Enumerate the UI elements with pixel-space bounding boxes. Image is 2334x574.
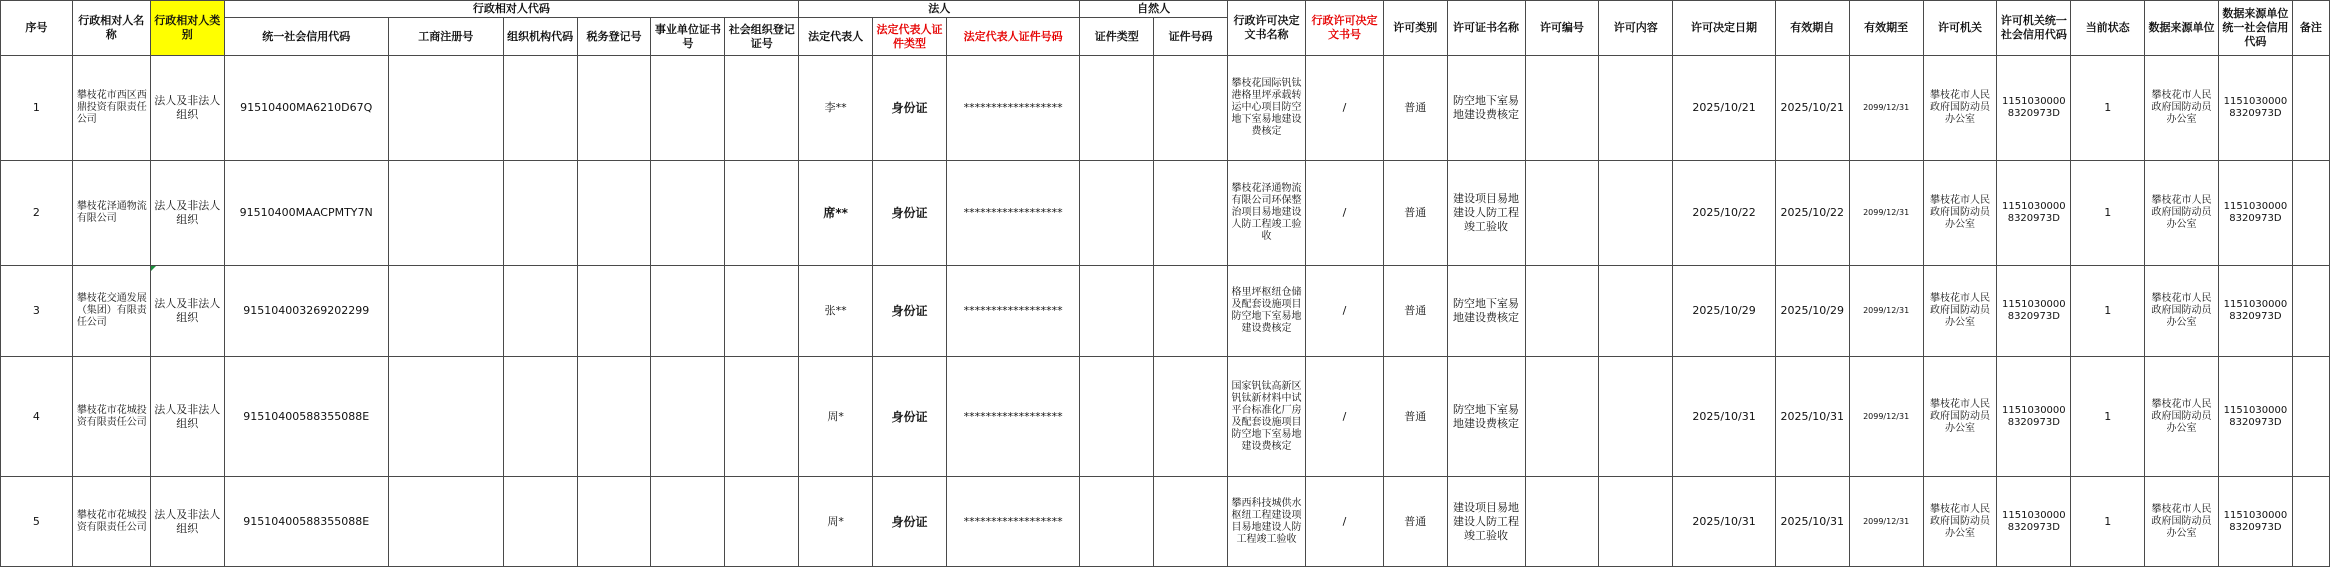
cell-tax-reg[interactable] — [577, 56, 651, 161]
cell-cert-type[interactable] — [1080, 477, 1154, 567]
cell-biz-reg[interactable] — [388, 56, 503, 161]
header-cert-no[interactable]: 证件号码 — [1154, 18, 1228, 56]
cell-inst-cert[interactable] — [651, 56, 725, 161]
cell-name[interactable]: 攀枝花泽通物流有限公司 — [72, 161, 150, 266]
cell-license-no[interactable] — [1525, 161, 1599, 266]
cell-tax-reg[interactable] — [577, 477, 651, 567]
cell-decision-date[interactable]: 2025/10/31 — [1673, 357, 1776, 477]
cell-license-cat[interactable]: 普通 — [1383, 161, 1447, 266]
header-legal-rep[interactable]: 法定代表人 — [799, 18, 873, 56]
header-doc-name[interactable]: 行政许可决定文书名称 — [1228, 1, 1306, 56]
header-uscc[interactable]: 统一社会信用代码 — [224, 18, 388, 56]
cell-name[interactable]: 攀枝花市花城投资有限责任公司 — [72, 357, 150, 477]
cell-authority-code[interactable]: 11510300008320973D — [1997, 357, 2071, 477]
cell-decision-date[interactable]: 2025/10/22 — [1673, 161, 1776, 266]
cell-authority[interactable]: 攀枝花市人民政府国防动员办公室 — [1923, 357, 1997, 477]
cell-legal-rep[interactable]: 周* — [799, 357, 873, 477]
cell-org-code[interactable] — [503, 161, 577, 266]
cell-legal-rep[interactable]: 张** — [799, 266, 873, 357]
cell-seq[interactable]: 2 — [1, 161, 73, 266]
cell-biz-reg[interactable] — [388, 266, 503, 357]
cell-cert-no[interactable] — [1154, 477, 1228, 567]
cell-license-cat[interactable]: 普通 — [1383, 266, 1447, 357]
header-row-1 — [1, 1, 2330, 18]
cell-status[interactable]: 1 — [2071, 357, 2145, 477]
cell-status[interactable]: 1 — [2071, 56, 2145, 161]
header-authority[interactable]: 许可机关 — [1923, 1, 1997, 56]
cell-authority[interactable]: 攀枝花市人民政府国防动员办公室 — [1923, 161, 1997, 266]
cell-biz-reg[interactable] — [388, 477, 503, 567]
header-source-code[interactable]: 数据来源单位统一社会信用代码 — [2218, 1, 2292, 56]
cell-social-org[interactable] — [725, 56, 799, 161]
cell-license-no[interactable] — [1525, 477, 1599, 567]
cell-source-code[interactable]: 11510300008320973D — [2218, 266, 2292, 357]
cell-remark[interactable] — [2292, 56, 2329, 161]
cell-legal-id-no[interactable]: ****************** — [946, 266, 1079, 357]
cell-valid-from[interactable]: 2025/10/21 — [1775, 56, 1849, 161]
cell-source-code[interactable]: 11510300008320973D — [2218, 56, 2292, 161]
cell-status[interactable]: 1 — [2071, 161, 2145, 266]
cell-doc-no[interactable]: / — [1305, 357, 1383, 477]
cell-authority-code[interactable]: 11510300008320973D — [1997, 266, 2071, 357]
cell-name[interactable]: 攀枝花市西区西鼎投资有限责任公司 — [72, 56, 150, 161]
cell-valid-from[interactable]: 2025/10/22 — [1775, 161, 1849, 266]
cell-remark[interactable] — [2292, 477, 2329, 567]
cell-source-code[interactable]: 11510300008320973D — [2218, 477, 2292, 567]
cell-cert-type[interactable] — [1080, 56, 1154, 161]
cell-remark[interactable] — [2292, 266, 2329, 357]
header-license-no[interactable]: 许可编号 — [1525, 1, 1599, 56]
cell-legal-id-type[interactable]: 身份证 — [873, 477, 947, 567]
header-decision-date[interactable]: 许可决定日期 — [1673, 1, 1776, 56]
cell-remark[interactable] — [2292, 161, 2329, 266]
cell-valid-from[interactable]: 2025/10/31 — [1775, 477, 1849, 567]
cell-uscc[interactable]: 915104003269202299 — [224, 266, 388, 357]
header-org-code[interactable]: 组织机构代码 — [503, 18, 577, 56]
cell-type[interactable]: 法人及非法人组织 — [150, 161, 224, 266]
cell-cert-no[interactable] — [1154, 56, 1228, 161]
cell-source-code[interactable]: 11510300008320973D — [2218, 357, 2292, 477]
cell-cert-name[interactable]: 防空地下室易地建设费核定 — [1447, 266, 1525, 357]
cell-social-org[interactable] — [725, 266, 799, 357]
cell-tax-reg[interactable] — [577, 161, 651, 266]
header-group-natural[interactable]: 自然人 — [1080, 1, 1228, 18]
header-source[interactable]: 数据来源单位 — [2145, 1, 2219, 56]
cell-legal-id-type[interactable]: 身份证 — [873, 266, 947, 357]
cell-license-no[interactable] — [1525, 357, 1599, 477]
cell-valid-from[interactable]: 2025/10/29 — [1775, 266, 1849, 357]
header-tax-reg[interactable]: 税务登记号 — [577, 18, 651, 56]
cell-source[interactable]: 攀枝花市人民政府国防动员办公室 — [2145, 161, 2219, 266]
table-row — [1, 357, 2330, 477]
table-row — [1, 161, 2330, 266]
header-legal-id-no[interactable]: 法定代表人证件号码 — [946, 18, 1079, 56]
cell-legal-id-no[interactable]: ****************** — [946, 56, 1079, 161]
cell-source-code[interactable]: 11510300008320973D — [2218, 161, 2292, 266]
cell-cert-name[interactable]: 防空地下室易地建设费核定 — [1447, 357, 1525, 477]
header-doc-no[interactable]: 行政许可决定文书号 — [1305, 1, 1383, 56]
cell-source[interactable]: 攀枝花市人民政府国防动员办公室 — [2145, 266, 2219, 357]
header-authority-code[interactable]: 许可机关统一社会信用代码 — [1997, 1, 2071, 56]
cell-inst-cert[interactable] — [651, 477, 725, 567]
header-seq[interactable]: 序号 — [1, 1, 73, 56]
header-valid-to[interactable]: 有效期至 — [1849, 1, 1923, 56]
cell-license-no[interactable] — [1525, 266, 1599, 357]
cell-cert-no[interactable] — [1154, 357, 1228, 477]
cell-doc-no[interactable]: / — [1305, 161, 1383, 266]
cell-uscc[interactable]: 91510400588355088E — [224, 357, 388, 477]
cell-license-no[interactable] — [1525, 56, 1599, 161]
cell-inst-cert[interactable] — [651, 357, 725, 477]
header-legal-id-type[interactable]: 法定代表人证件类型 — [873, 18, 947, 56]
cell-legal-rep[interactable]: 李** — [799, 56, 873, 161]
cell-cert-name[interactable]: 防空地下室易地建设费核定 — [1447, 56, 1525, 161]
cell-uscc[interactable]: 91510400MAACPMTY7N — [224, 161, 388, 266]
cell-legal-id-no[interactable]: ****************** — [946, 161, 1079, 266]
header-license-content[interactable]: 许可内容 — [1599, 1, 1673, 56]
cell-authority[interactable]: 攀枝花市人民政府国防动员办公室 — [1923, 477, 1997, 567]
cell-license-cat[interactable]: 普通 — [1383, 56, 1447, 161]
cell-decision-date[interactable]: 2025/10/31 — [1673, 477, 1776, 567]
cell-decision-date[interactable]: 2025/10/29 — [1673, 266, 1776, 357]
cell-legal-rep[interactable]: 席** — [799, 161, 873, 266]
cell-decision-date[interactable]: 2025/10/21 — [1673, 56, 1776, 161]
cell-doc-name[interactable]: 攀西科技城供水枢纽工程建设项目易地建设人防工程竣工验收 — [1228, 477, 1306, 567]
cell-type[interactable]: 法人及非法人组织 — [150, 56, 224, 161]
cell-source[interactable]: 攀枝花市人民政府国防动员办公室 — [2145, 477, 2219, 567]
cell-type[interactable]: 法人及非法人组织 — [150, 357, 224, 477]
cell-remark[interactable] — [2292, 357, 2329, 477]
cell-biz-reg[interactable] — [388, 161, 503, 266]
cell-seq[interactable]: 3 — [1, 266, 73, 357]
header-social-org[interactable]: 社会组织登记证号 — [725, 18, 799, 56]
cell-license-cat[interactable]: 普通 — [1383, 477, 1447, 567]
header-cert-type[interactable]: 证件类型 — [1080, 18, 1154, 56]
cell-legal-rep[interactable]: 周* — [799, 477, 873, 567]
cell-inst-cert[interactable] — [651, 161, 725, 266]
cell-seq[interactable]: 5 — [1, 477, 73, 567]
cell-org-code[interactable] — [503, 266, 577, 357]
cell-source[interactable]: 攀枝花市人民政府国防动员办公室 — [2145, 357, 2219, 477]
cell-status[interactable]: 1 — [2071, 266, 2145, 357]
cell-tax-reg[interactable] — [577, 357, 651, 477]
header-group-code[interactable]: 行政相对人代码 — [224, 1, 799, 18]
cell-cert-type[interactable] — [1080, 266, 1154, 357]
cell-authority-code[interactable]: 11510300008320973D — [1997, 56, 2071, 161]
cell-uscc[interactable]: 91510400MA6210D67Q — [224, 56, 388, 161]
cell-legal-id-type[interactable]: 身份证 — [873, 161, 947, 266]
cell-license-content[interactable] — [1599, 357, 1673, 477]
cell-type[interactable]: 法人及非法人组织 — [150, 477, 224, 567]
cell-authority[interactable]: 攀枝花市人民政府国防动员办公室 — [1923, 56, 1997, 161]
cell-org-code[interactable] — [503, 357, 577, 477]
cell-authority-code[interactable]: 11510300008320973D — [1997, 477, 2071, 567]
cell-seq[interactable]: 1 — [1, 56, 73, 161]
cell-doc-name[interactable]: 攀枝花泽通物流有限公司环保整治项目易地建设人防工程竣工验收 — [1228, 161, 1306, 266]
cell-valid-to[interactable]: 2099/12/31 — [1849, 266, 1923, 357]
header-biz-reg[interactable]: 工商注册号 — [388, 18, 503, 56]
cell-social-org[interactable] — [725, 477, 799, 567]
header-status[interactable]: 当前状态 — [2071, 1, 2145, 56]
cell-cert-no[interactable] — [1154, 161, 1228, 266]
cell-legal-id-no[interactable]: ****************** — [946, 477, 1079, 567]
cell-authority-code[interactable]: 11510300008320973D — [1997, 161, 2071, 266]
cell-org-code[interactable] — [503, 56, 577, 161]
header-valid-from[interactable]: 有效期自 — [1775, 1, 1849, 56]
cell-doc-no[interactable]: / — [1305, 266, 1383, 357]
table-row — [1, 266, 2330, 357]
cell-cert-type[interactable] — [1080, 161, 1154, 266]
cell-doc-no[interactable]: / — [1305, 477, 1383, 567]
cell-name[interactable]: 攀枝花交通发展（集团）有限责任公司 — [72, 266, 150, 357]
cell-cert-no[interactable] — [1154, 266, 1228, 357]
cell-biz-reg[interactable] — [388, 357, 503, 477]
header-counterparty-type[interactable]: 行政相对人类别 — [150, 1, 224, 56]
cell-license-content[interactable] — [1599, 266, 1673, 357]
cell-authority[interactable]: 攀枝花市人民政府国防动员办公室 — [1923, 266, 1997, 357]
cell-valid-from[interactable]: 2025/10/31 — [1775, 357, 1849, 477]
header-remark[interactable]: 备注 — [2292, 1, 2329, 56]
cell-legal-id-type[interactable]: 身份证 — [873, 56, 947, 161]
cell-social-org[interactable] — [725, 161, 799, 266]
header-group-legal[interactable]: 法人 — [799, 1, 1080, 18]
cell-doc-name[interactable]: 国家钒钛高新区钒钛新材料中试平台标准化厂房及配套设施项目防空地下室易地建设费核定 — [1228, 357, 1306, 477]
cell-license-content[interactable] — [1599, 477, 1673, 567]
cell-cert-type[interactable] — [1080, 357, 1154, 477]
cell-uscc[interactable]: 91510400588355088E — [224, 477, 388, 567]
cell-legal-id-type[interactable]: 身份证 — [873, 357, 947, 477]
cell-doc-name[interactable]: 攀枝花国际钒钛港格里坪承载转运中心项目防空地下室易地建设费核定 — [1228, 56, 1306, 161]
header-inst-cert[interactable]: 事业单位证书号 — [651, 18, 725, 56]
cell-license-content[interactable] — [1599, 56, 1673, 161]
header-cert-name[interactable]: 许可证书名称 — [1447, 1, 1525, 56]
table-row — [1, 477, 2330, 567]
cell-source[interactable]: 攀枝花市人民政府国防动员办公室 — [2145, 56, 2219, 161]
cell-license-content[interactable] — [1599, 161, 1673, 266]
cell-status[interactable]: 1 — [2071, 477, 2145, 567]
cell-valid-to[interactable]: 2099/12/31 — [1849, 161, 1923, 266]
table-row — [1, 56, 2330, 161]
cell-doc-no[interactable]: / — [1305, 56, 1383, 161]
cell-doc-name[interactable]: 格里坪枢纽仓储及配套设施项目防空地下室易地建设费核定 — [1228, 266, 1306, 357]
cell-valid-to[interactable]: 2099/12/31 — [1849, 477, 1923, 567]
cell-cert-name[interactable]: 建设项目易地建设人防工程竣工验收 — [1447, 477, 1525, 567]
cell-inst-cert[interactable] — [651, 266, 725, 357]
cell-valid-to[interactable]: 2099/12/31 — [1849, 357, 1923, 477]
header-counterparty-name[interactable]: 行政相对人名称 — [72, 1, 150, 56]
header-license-cat[interactable]: 许可类别 — [1383, 1, 1447, 56]
cell-valid-to[interactable]: 2099/12/31 — [1849, 56, 1923, 161]
cell-name[interactable]: 攀枝花市花城投资有限责任公司 — [72, 477, 150, 567]
cell-org-code[interactable] — [503, 477, 577, 567]
cell-tax-reg[interactable] — [577, 266, 651, 357]
cell-type[interactable]: 法人及非法人组织 — [150, 266, 224, 357]
cell-social-org[interactable] — [725, 357, 799, 477]
cell-license-cat[interactable]: 普通 — [1383, 357, 1447, 477]
cell-seq[interactable]: 4 — [1, 357, 73, 477]
cell-cert-name[interactable]: 建设项目易地建设人防工程竣工验收 — [1447, 161, 1525, 266]
cell-legal-id-no[interactable]: ****************** — [946, 357, 1079, 477]
